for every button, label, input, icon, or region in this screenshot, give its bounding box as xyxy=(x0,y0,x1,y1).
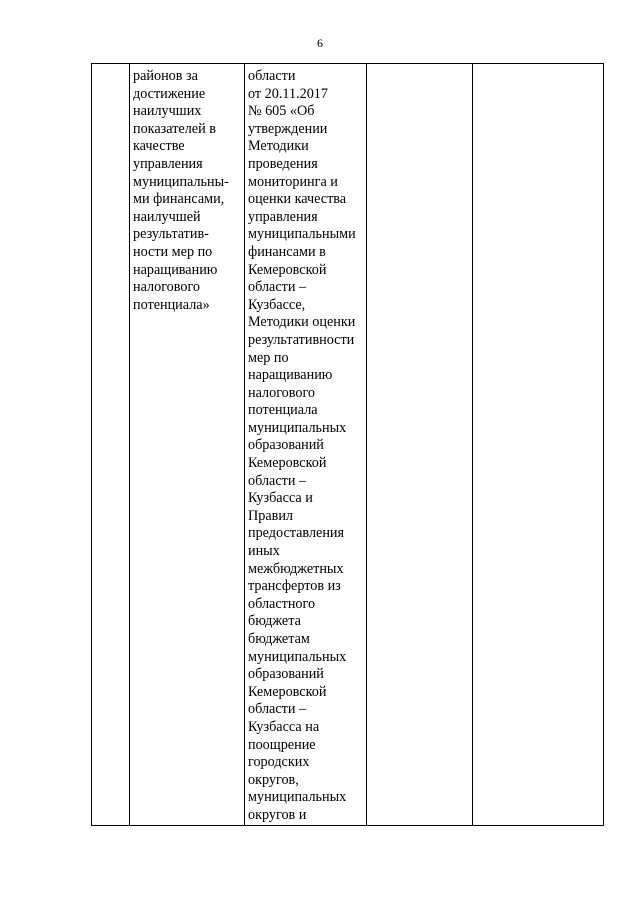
cell-measure-name-text: районов за достижение наилучших показателей в качестве управления муниципальны- ми финансами, наилучшей результатив- ности мер по наращиванию налогового потенциала» xyxy=(133,68,229,313)
table-cell-legal-basis xyxy=(245,64,367,826)
page-number: 6 xyxy=(317,36,323,50)
table-cell-column-5 xyxy=(473,64,604,826)
table-cell-measure-name xyxy=(130,64,245,826)
document-table xyxy=(91,63,604,826)
table-cell-column-4 xyxy=(367,64,473,826)
table-row xyxy=(92,64,604,826)
cell-legal-basis-text: области от 20.11.2017 № 605 «Об утверждении Методики проведения мониторинга и оценки качества управления муниципальными финансами в Кемеровской области – Кузбассе, Методики оценки результативности мер по наращиванию налогового потенциала муниципальных образований Кемеровской области – Кузбасса и Правил предоставления иных межбюджетных трансфертов из областного бюджета бюджетам муниципальных образований Кемеровской области – Кузбасса на поощрение городских округов, муниципальных округов и xyxy=(248,68,356,823)
table-cell-number xyxy=(92,64,130,826)
